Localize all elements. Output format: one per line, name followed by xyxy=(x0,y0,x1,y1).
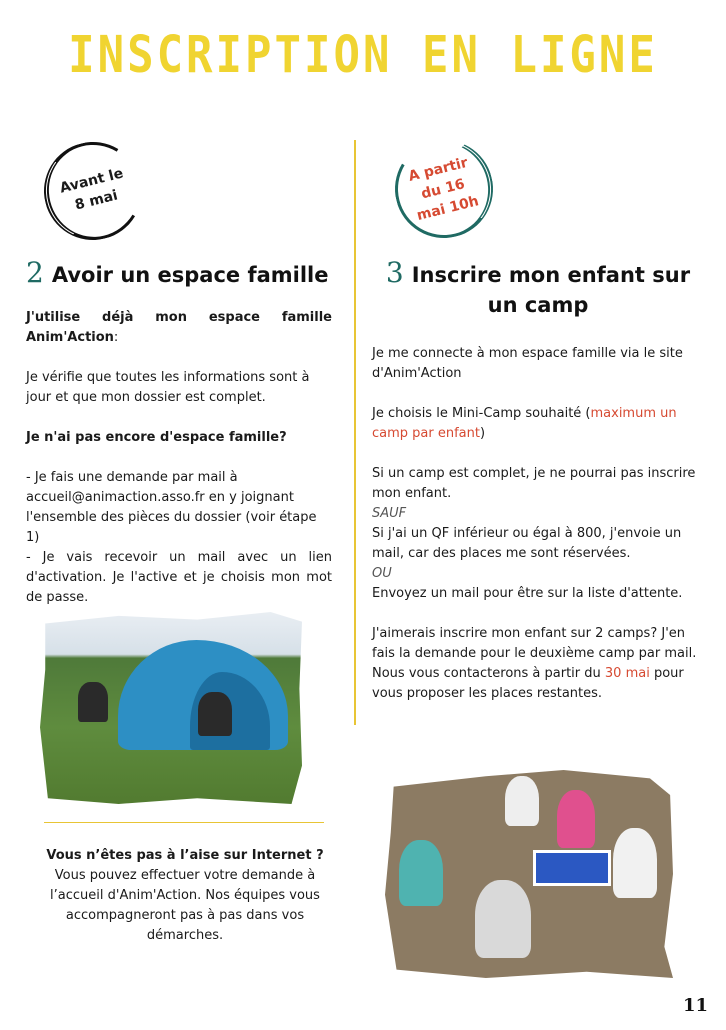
note-body: Vous pouvez effectuer votre demande à l’accueil d'Anim'Action. Nos équipes vous accompagneront pas à pas dans vos démarches. xyxy=(50,868,320,943)
note-heading: Vous n’êtes pas à l’aise sur Internet ? xyxy=(46,848,324,863)
section-heading-camp-registration xyxy=(368,258,708,320)
right-column-text xyxy=(372,344,704,704)
person-right xyxy=(198,692,232,736)
heading-text-right: Inscrire mon enfant sur un camp xyxy=(411,263,691,317)
intro-bold: J'utilise déjà mon espace famille Anim'Action xyxy=(26,310,332,345)
section-heading-family-space xyxy=(26,258,356,290)
kid-white-2 xyxy=(613,828,657,898)
kids-activity-photo xyxy=(385,770,673,978)
waiting-list-text: Envoyez un mail pour être sur la liste d'attente. xyxy=(372,586,683,601)
column-divider xyxy=(354,140,356,725)
full-camp-text: Si un camp est complet, je ne pourrai pas inscrire mon enfant. xyxy=(372,466,696,501)
kid-pink xyxy=(557,790,595,848)
intro-colon: : xyxy=(113,330,119,345)
connect-text: Je me connecte à mon espace famille via le site d'Anim'Action xyxy=(372,346,683,381)
step-activation: - Je vais recevoir un mail avec un lien d'activation. Je l'active et je choisis mon mot de passe. xyxy=(26,550,332,605)
stamp-right-text: A partir du 16 mai 10h xyxy=(406,154,481,225)
date-highlight: 30 mai xyxy=(604,666,650,681)
help-note xyxy=(30,846,340,946)
step-number-2: 2 xyxy=(26,256,44,289)
kid-white-1 xyxy=(505,776,539,826)
qf-text: Si j'ai un QF inférieur ou égal à 800, j'envoie un mail, car des places me sont réservées. xyxy=(372,526,682,561)
check-text: Je vérifie que toutes les informations sont à jour et que mon dossier est complet. xyxy=(26,370,310,405)
two-camps-text: J'aimerais inscrire mon enfant sur 2 camps? J'en fais la demande pour le deuxième camp par mail. Nous vous contacterons à partir du 30 mai pour vous proposer les places restantes. xyxy=(372,626,697,701)
blue-table xyxy=(533,850,611,886)
step-request-mail: - Je fais une demande par mail à accueil@animaction.asso.fr en y joignant l'ensemble des pièces du dossier (voir étape 1) xyxy=(26,470,317,545)
sauf-label: SAUF xyxy=(372,506,407,521)
deadline-stamp-left xyxy=(34,132,153,251)
page-number: 11 xyxy=(682,995,708,1016)
no-account-heading: Je n'ai pas encore d'espace famille? xyxy=(26,430,287,445)
page-title: INSCRIPTION EN LIGNE xyxy=(68,26,658,85)
note-separator xyxy=(44,822,324,823)
left-column-text xyxy=(26,308,332,608)
heading-text: Avoir un espace famille xyxy=(51,263,329,287)
stamp-left-text: Avant le 8 mai xyxy=(58,165,125,214)
kid-teal xyxy=(399,840,443,906)
kid-grey xyxy=(475,880,531,958)
ou-label: OU xyxy=(372,566,392,581)
deadline-stamp-right xyxy=(385,130,504,249)
tent-photo xyxy=(40,612,302,804)
step-number-3: 3 xyxy=(385,256,404,289)
choose-camp-text: Je choisis le Mini-Camp souhaité (maximum un camp par enfant) xyxy=(372,406,677,441)
max-camp-highlight: maximum un camp par enfant xyxy=(372,406,677,441)
person-left xyxy=(78,682,108,722)
